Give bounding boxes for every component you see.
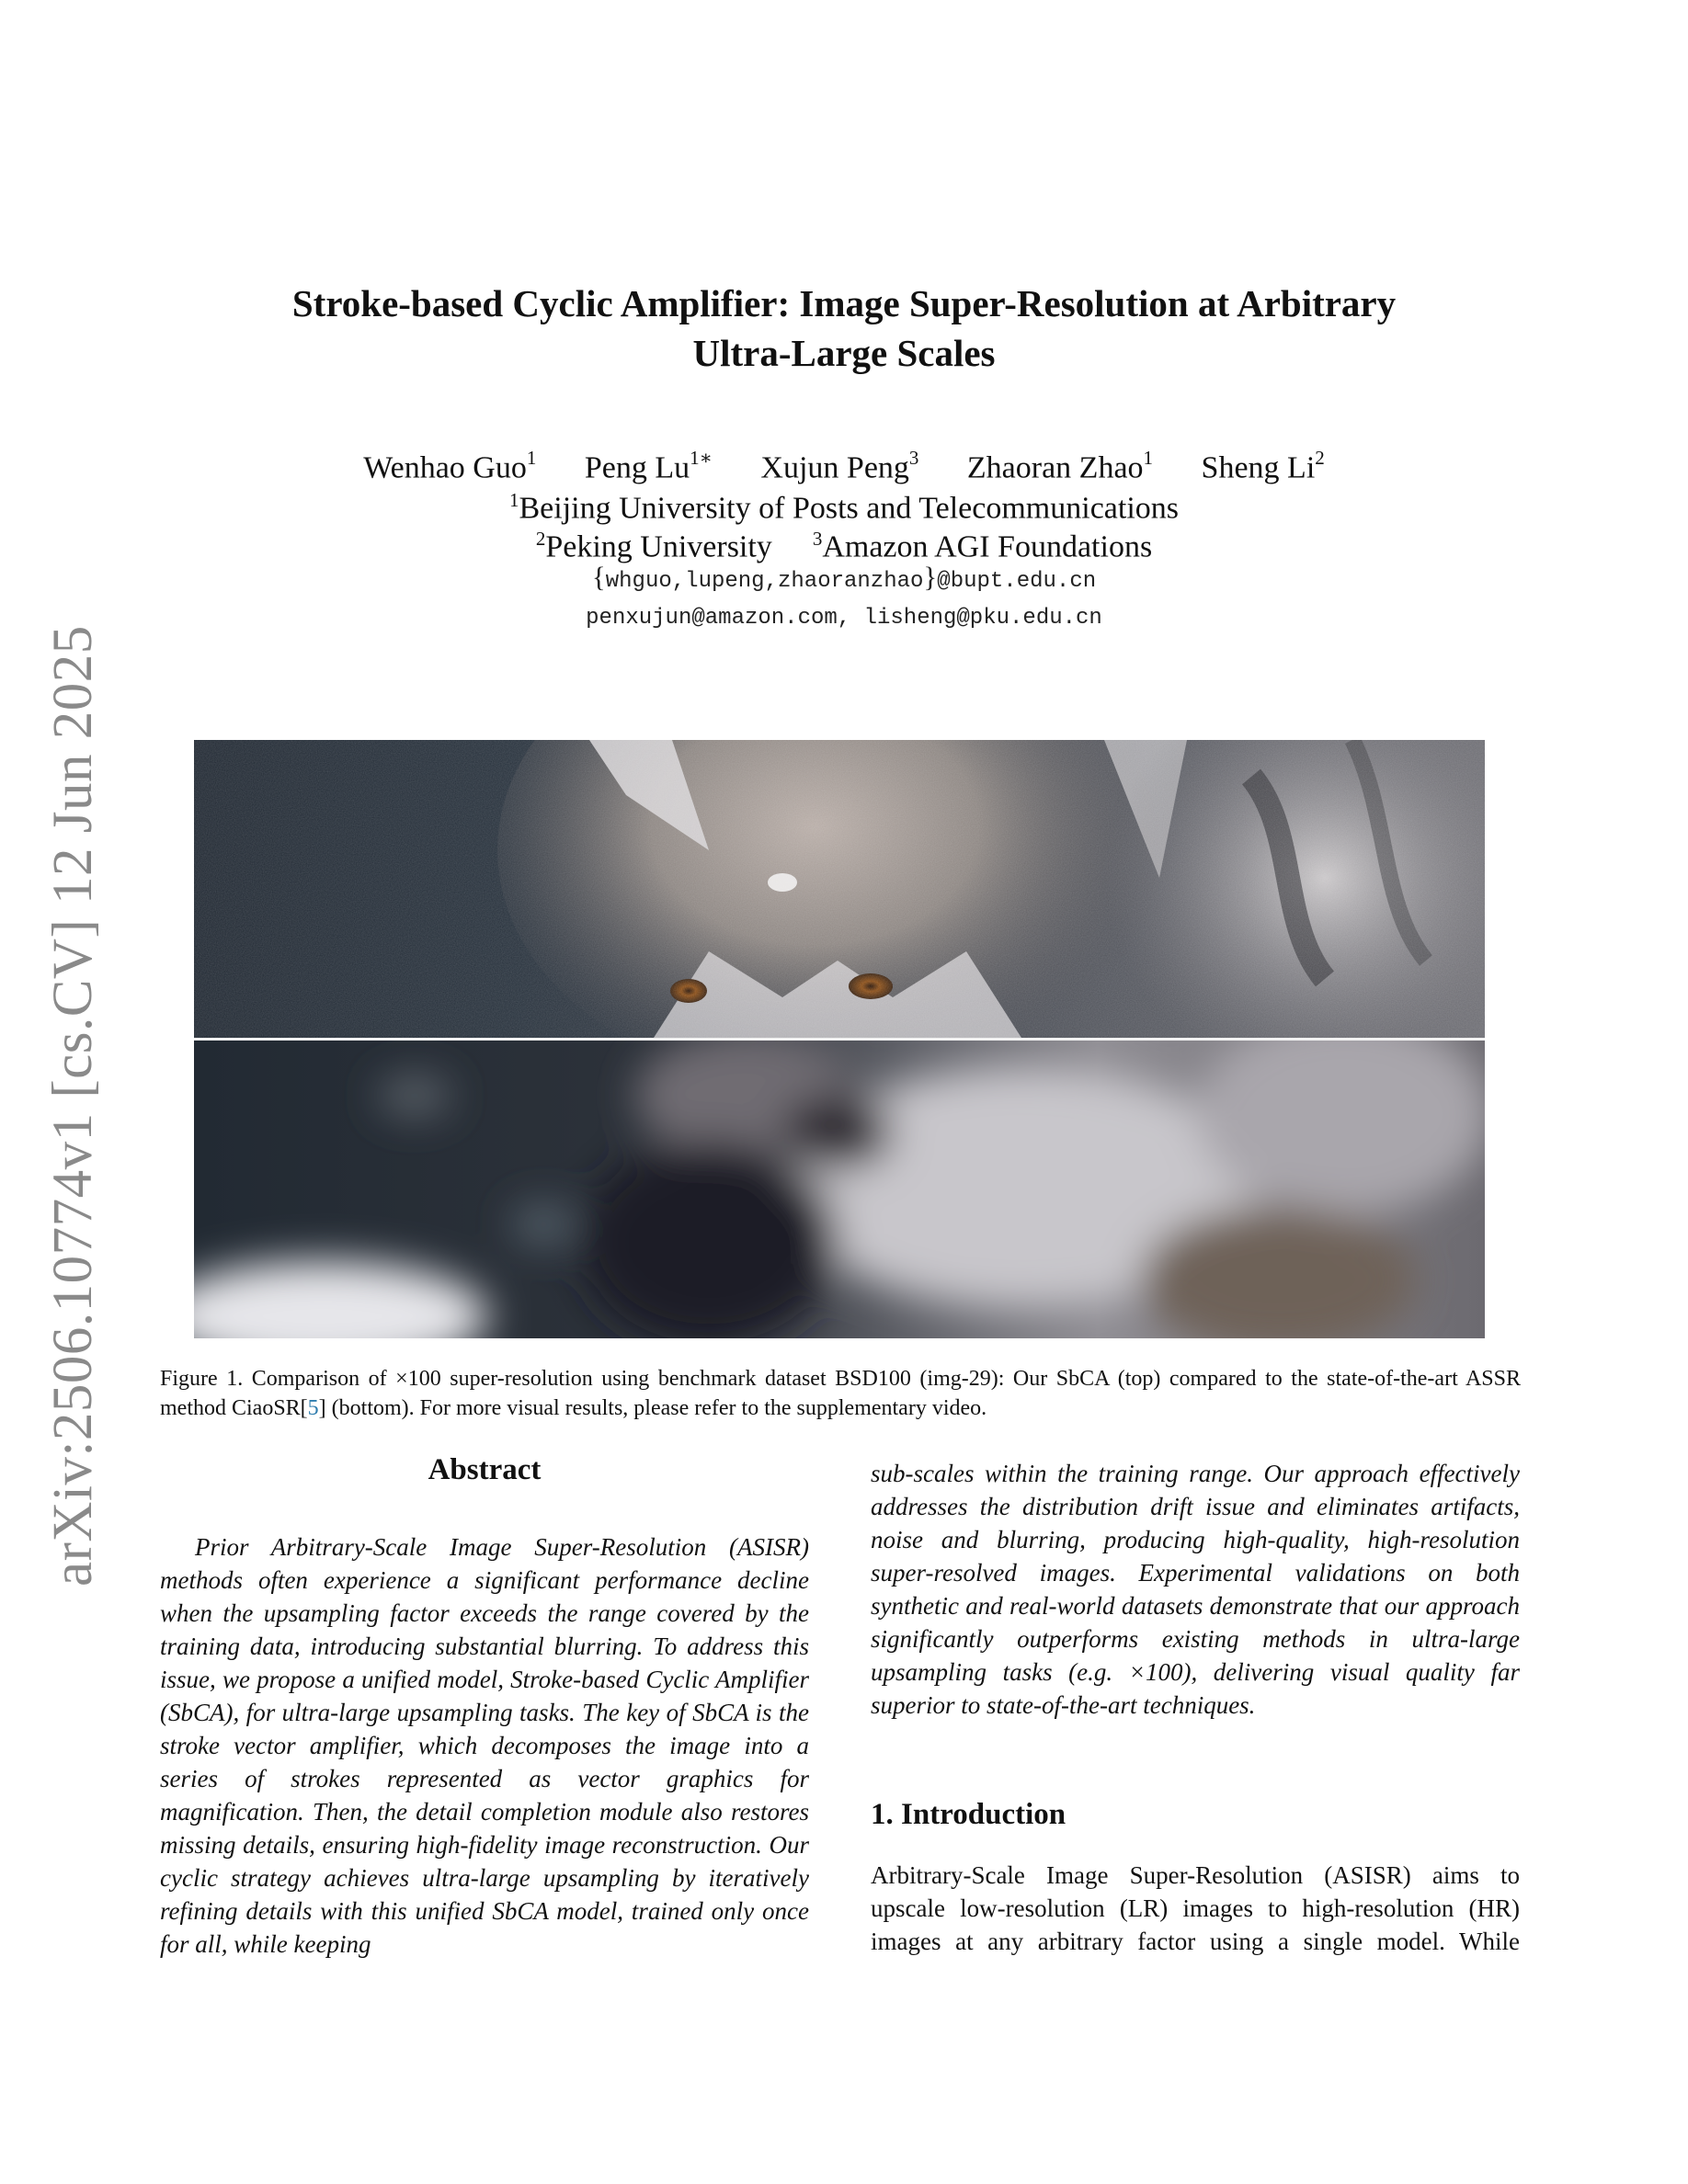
figure-1-caption: Figure 1. Comparison of ×100 super-resolution using benchmark dataset BSD100 (img-29): Our SbCA (top) compared to the state-of-the-art ASSR method CiaoSR[5] (bottom). For more visual results, please refer to the supplementary video. xyxy=(160,1367,1521,1420)
abstract-text-left: Prior Arbitrary-Scale Image Super-Resolution (ASISR) methods often experience a significant performance decline when the upsampling factor exceeds the range covered by the training data, introducing substantial blurring. To address this issue, we propose a unified model, Stroke-based Cyclic Amplifier (SbCA), for ultra-large upsampling tasks. The key of SbCA is the stroke vector amplifier, which decomposes the image into a series of strokes represented as vector graphics for magnification. Then, the detail completion module also restores missing details, ensuring high-fidelity image reconstruction. Our cyclic strategy achieves ultra-large upsampling by iteratively refining details with this unified SbCA model, trained only once for all, while keeping xyxy=(160,1533,809,1958)
affiliation-line-2: $^2$Peking University $^3$Amazon AGI Foundations xyxy=(535,528,1153,564)
author: Xujun Peng$^3$ xyxy=(760,447,919,485)
author: Peng $Lu^{1∗}$ xyxy=(584,447,713,485)
abstract-text-right: sub-scales within the training range. Our approach effectively addresses the distribution drift issue and eliminates artifacts, noise and blurring, producing high-quality, high-resolution super-resolved images. Experimental validations on both synthetic and real-world datasets demonstrate that our approach significantly outperforms existing methods in ultra-large upsampling tasks (e.g. ×100), delivering visual quality far superior to state-of-the-art techniques. xyxy=(871,1460,1520,1719)
introduction-heading: 1. Introduction xyxy=(871,1798,1066,1831)
ciaosr-result-image xyxy=(194,1041,1485,1338)
citation-link[interactable]: 5 xyxy=(307,1396,319,1420)
sbca-result-image xyxy=(194,740,1485,1038)
author: Wenhao Guo$^1$ xyxy=(363,447,537,485)
author: Sheng Li$^2$ xyxy=(1201,447,1325,485)
abstract-heading: Abstract xyxy=(428,1453,542,1486)
affiliation-line-1: $^1$Beijing University of Posts and Telecommunications xyxy=(508,489,1180,526)
arxiv-identifier: arXiv:2506.10774v1 [cs.CV] 12 Jun 2025 xyxy=(42,625,104,1587)
email-line-1: {whguo,lupeng,zhaoranzhao}@bupt.edu.cn xyxy=(591,561,1097,594)
figure-1 xyxy=(194,740,1485,1338)
paper-title xyxy=(138,279,1550,378)
title-line-2: Ultra-Large Scales xyxy=(692,332,996,374)
introduction-text: Arbitrary-Scale Image Super-Resolution (ASISR) aims to upscale low-resolution (LR) images to high-resolution (HR) images at any arbitrary factor using a single model. While xyxy=(871,1861,1520,1955)
wolf-sharp-image xyxy=(194,740,1485,1038)
author: Zhaoran Zhao$^1$ xyxy=(966,447,1154,485)
wolf-blurred-image xyxy=(194,1041,1485,1338)
title-line-1: Stroke-based Cyclic Amplifier: Image Super-Resolution at Arbitrary xyxy=(291,282,1397,324)
email-line-2: penxujun@amazon.com, lisheng@pku.edu.cn xyxy=(586,606,1102,631)
